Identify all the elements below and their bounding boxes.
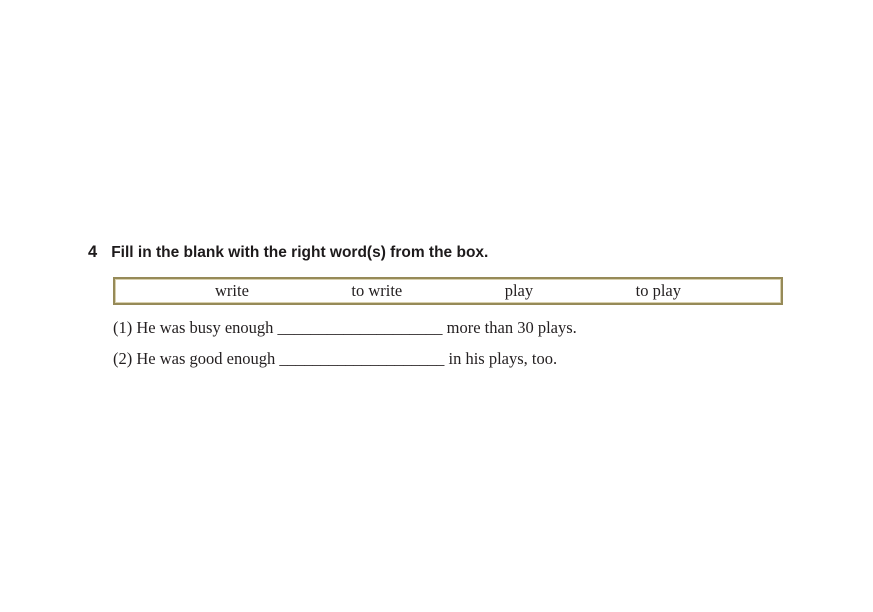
exercise-prompt: Fill in the blank with the right word(s) from the box. (111, 244, 489, 261)
word-option-write: write (215, 281, 249, 300)
question-1-answer-blank: ____________________ (277, 318, 443, 337)
word-option-play: play (504, 281, 534, 300)
word-choice-box (113, 277, 783, 305)
question-2-answer-blank: ____________________ (279, 349, 445, 368)
question-2 (113, 349, 557, 369)
word-option-to-play: to play (635, 281, 681, 300)
question-1-text-before: He was busy enough (136, 318, 274, 337)
question-1-label: (1) (113, 318, 133, 337)
word-option-to-write: to write (351, 281, 403, 300)
exercise-heading (88, 243, 488, 262)
question-1-text-after: more than 30 plays. (446, 318, 577, 337)
question-2-label: (2) (113, 349, 133, 368)
exercise-number: 4 (88, 243, 98, 261)
question-2-text-after: in his plays, too. (448, 349, 558, 368)
question-1 (113, 318, 577, 338)
question-2-text-before: He was good enough (136, 349, 276, 368)
